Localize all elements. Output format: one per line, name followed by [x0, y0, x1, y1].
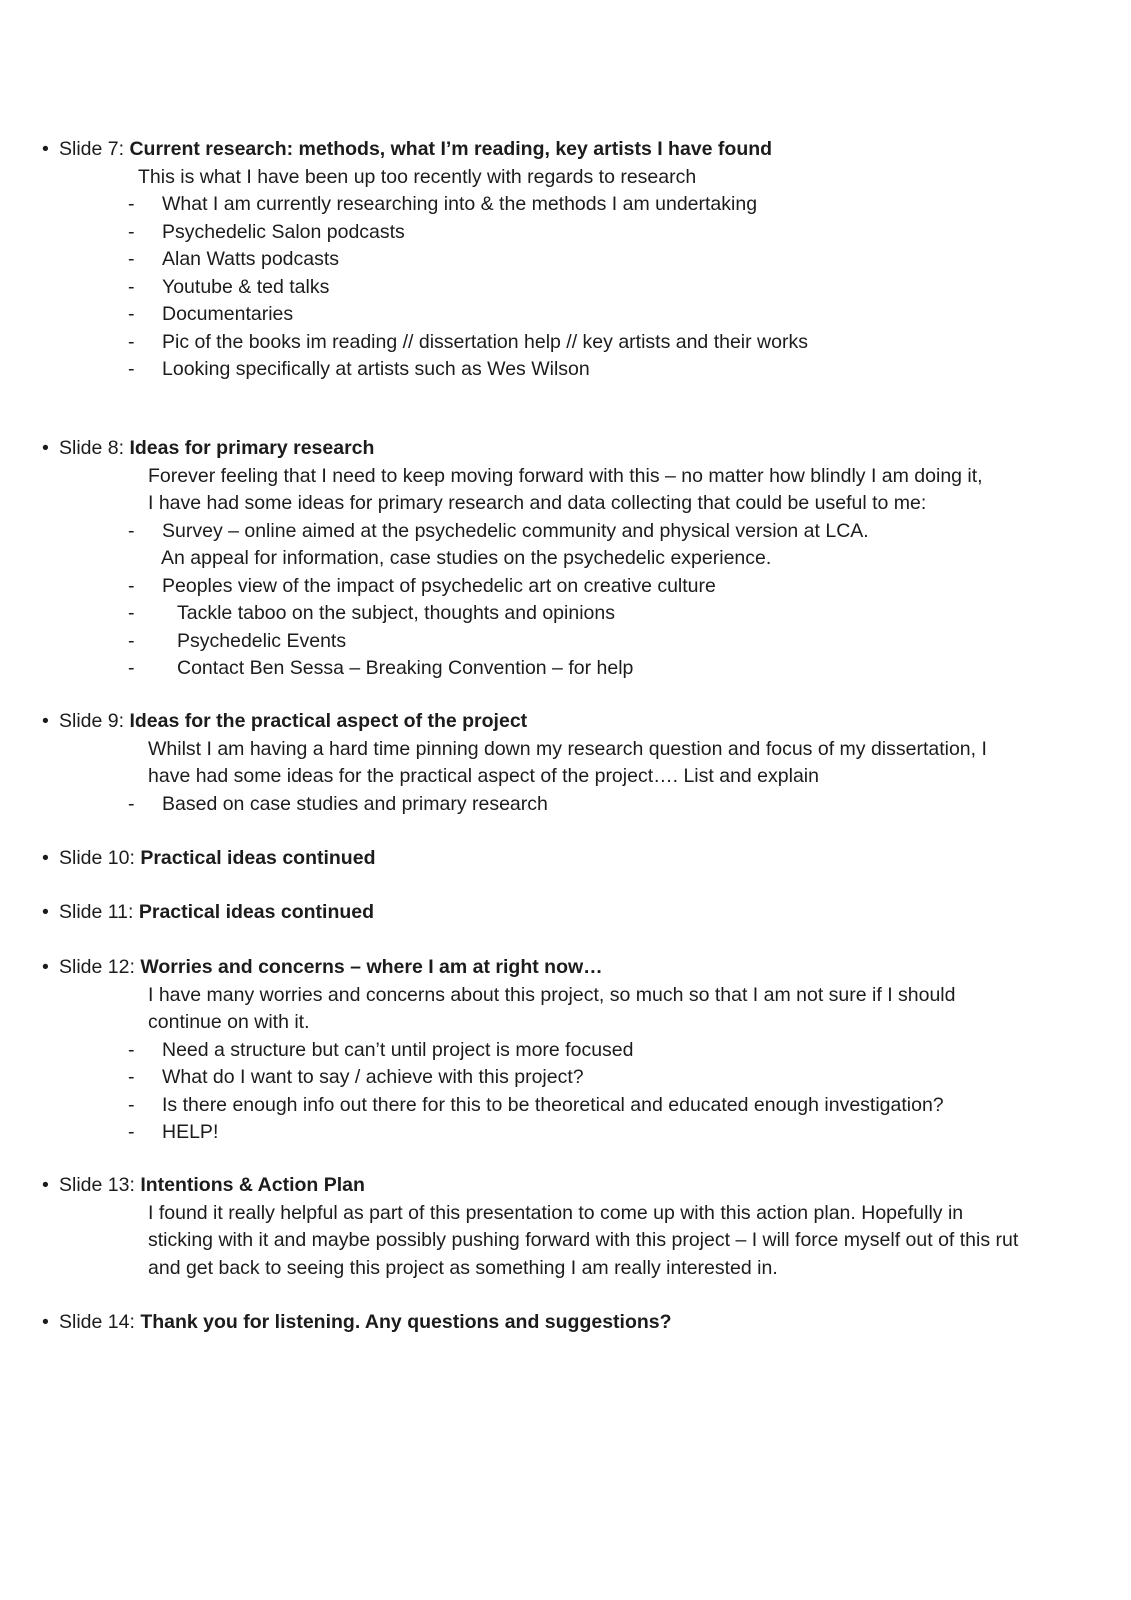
paragraph-line: sticking with it and maybe possibly pushing forward with this project – I will force myself out of this rut	[148, 1229, 1019, 1251]
list-item-text: Is there enough info out there for this to be theoretical and educated enough investigation?	[162, 1093, 944, 1116]
slide-prefix: Slide 11:	[59, 901, 139, 923]
slide-13-section	[42, 1172, 1102, 1282]
slide-title: Ideas for primary research	[129, 437, 375, 459]
list-item-text: Documentaries	[162, 303, 294, 325]
list-item	[42, 791, 1102, 819]
slide-title: Ideas for the practical aspect of the project	[129, 710, 528, 732]
dash-marker: -	[128, 220, 135, 243]
list-item	[42, 600, 1102, 628]
paragraph-line: I found it really helpful as part of this presentation to come up with this action plan. Hopefully in	[148, 1201, 964, 1224]
slide-prefix: Slide 8:	[59, 437, 130, 459]
dash-marker: -	[128, 330, 135, 353]
list-item	[42, 274, 1102, 302]
dash-marker: -	[128, 1093, 135, 1116]
list-item	[42, 246, 1102, 274]
list-item	[42, 518, 1102, 546]
paragraph-line: Whilst I am having a hard time pinning down my research question and focus of my dissertation, I	[148, 737, 987, 760]
bullet: •	[42, 956, 49, 978]
slide-prefix: Slide 13:	[59, 1174, 141, 1196]
slide-title: Worries and concerns – where I am at right now…	[140, 956, 603, 978]
slide-prefix: Slide 7:	[59, 138, 130, 160]
slide-heading	[42, 845, 1102, 873]
dash-marker: -	[128, 629, 135, 652]
list-item-text: Need a structure but can’t until project is more focused	[162, 1038, 634, 1061]
bullet: •	[42, 901, 49, 923]
slide-7-section	[42, 136, 1102, 384]
paragraph-line: continue on with it.	[148, 1011, 310, 1033]
list-item-text: HELP!	[162, 1121, 219, 1143]
list-item-text: Psychedelic Events	[177, 629, 347, 652]
slide-11-section	[42, 899, 1102, 927]
slide-10-section	[42, 845, 1102, 873]
list-item-text: What do I want to say / achieve with this project?	[162, 1066, 584, 1088]
dash-marker: -	[128, 1121, 135, 1143]
paragraph-line: have had some ideas for the practical aspect of the project…. List and explain	[148, 765, 819, 787]
dash-marker: -	[128, 657, 135, 679]
dash-marker: -	[128, 303, 135, 325]
paragraph-line: This is what I have been up too recently with regards to research	[138, 165, 697, 188]
list-item	[42, 301, 1102, 329]
slide-title: Practical ideas continued	[140, 847, 376, 869]
slide-title: Practical ideas continued	[138, 901, 375, 923]
slide-heading	[42, 136, 1102, 164]
list-item-text: Contact Ben Sessa – Breaking Convention – for help	[177, 657, 634, 679]
slide-title: Thank you for listening. Any questions and suggestions?	[140, 1311, 672, 1333]
paragraph-line: I have many worries and concerns about this project, so much so that I am not sure if I should	[148, 983, 956, 1006]
bullet: •	[42, 710, 49, 732]
slide-9-section	[42, 708, 1102, 818]
list-item	[42, 1092, 1102, 1120]
dash-marker: -	[128, 193, 135, 215]
list-item-text: Psychedelic Salon podcasts	[162, 220, 405, 243]
bullet: •	[42, 1174, 49, 1196]
list-item-text: Youtube & ted talks	[162, 275, 330, 298]
list-item-text: Based on case studies and primary research	[162, 792, 548, 815]
list-item	[42, 628, 1102, 656]
list-item	[42, 1119, 1102, 1147]
slide-heading	[42, 899, 1102, 927]
dash-marker: -	[128, 1066, 135, 1088]
list-item	[42, 191, 1102, 219]
paragraph-line: Forever feeling that I need to keep moving forward with this – no matter how blindly I am doing it,	[148, 464, 983, 487]
dash-marker: -	[128, 792, 135, 815]
list-item-continuation: An appeal for information, case studies on the psychedelic experience.	[161, 547, 772, 569]
list-item	[42, 1037, 1102, 1065]
list-item	[42, 219, 1102, 247]
dash-marker: -	[128, 574, 135, 597]
list-item	[42, 655, 1102, 683]
list-item	[42, 356, 1102, 384]
list-item-text: Pic of the books im reading // dissertation help // key artists and their works	[162, 330, 808, 353]
list-item-text: Peoples view of the impact of psychedelic art on creative culture	[162, 574, 716, 597]
slide-8-section	[42, 435, 1102, 683]
list-item-text: What I am currently researching into & the methods I am undertaking	[162, 193, 758, 215]
list-item-text: Tackle taboo on the subject, thoughts and opinions	[177, 602, 615, 624]
bullet: •	[42, 847, 49, 869]
slide-prefix: Slide 10:	[59, 847, 141, 869]
dash-marker: -	[128, 275, 135, 298]
dash-marker: -	[128, 1038, 135, 1061]
slide-heading	[42, 1309, 1102, 1337]
slide-heading	[42, 435, 1102, 463]
list-item	[42, 1064, 1102, 1092]
list-item-text: Survey – online aimed at the psychedelic community and physical version at LCA.	[162, 519, 869, 542]
slide-12-section	[42, 954, 1102, 1147]
slide-heading	[42, 1172, 1102, 1200]
bullet: •	[42, 437, 49, 459]
slide-prefix: Slide 9:	[59, 710, 130, 732]
dash-marker: -	[128, 358, 135, 380]
paragraph-line: I have had some ideas for primary research and data collecting that could be useful to me:	[148, 492, 927, 514]
list-item-text: Alan Watts podcasts	[162, 248, 340, 270]
paragraph-line: and get back to seeing this project as something I am really interested in.	[148, 1256, 778, 1279]
slide-heading	[42, 954, 1102, 982]
dash-marker: -	[128, 519, 135, 542]
slide-title: Current research: methods, what I’m reading, key artists I have found	[129, 138, 773, 160]
dash-marker: -	[128, 248, 135, 270]
slide-heading	[42, 708, 1102, 736]
slide-14-section	[42, 1309, 1102, 1337]
slide-prefix: Slide 14:	[59, 1311, 141, 1333]
slide-prefix: Slide 12:	[59, 956, 141, 978]
dash-marker: -	[128, 602, 135, 624]
list-item	[42, 329, 1102, 357]
bullet: •	[42, 1311, 49, 1333]
bullet: •	[42, 138, 49, 160]
slide-title: Intentions & Action Plan	[140, 1174, 365, 1196]
list-item	[42, 573, 1102, 601]
list-item-text: Looking specifically at artists such as Wes Wilson	[162, 358, 590, 380]
